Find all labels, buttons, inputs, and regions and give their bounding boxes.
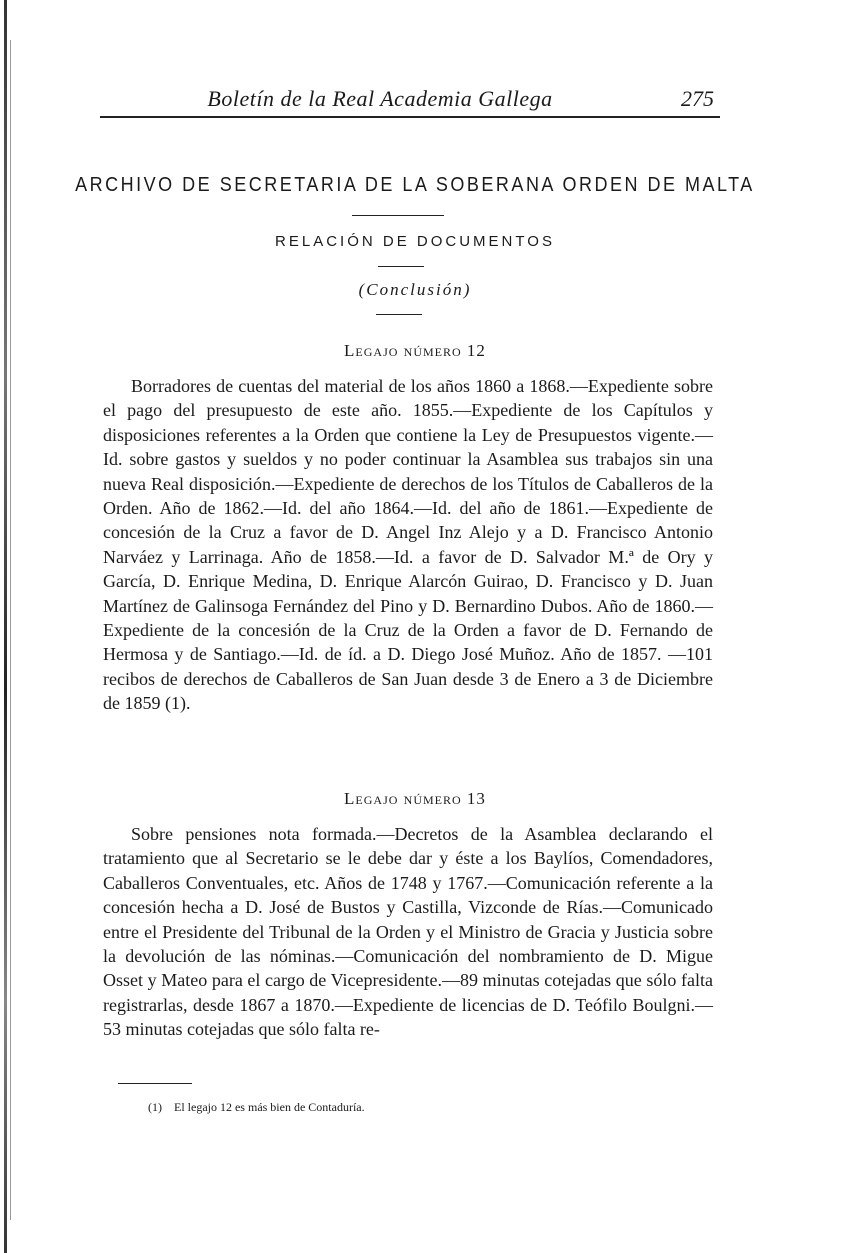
section-body-legajo-13: Sobre pensiones nota formada.—Decretos de la Asamblea declarando el tratamiento que al Secretario se le debe dar y éste a los Baylíos, Comendadores, Caballeros Conventuales, etc. Años de 1748 y 1767.—Comunicación referente a la concesión hecha a D. José de Bustos y Castilla, Vizconde de Rías.—Comunicado entre el Presidente del Tribunal de la Orden y el Ministro de Gracia y Justicia sobre la devolución de las nóminas.—Comunicación del nombramiento de D. Migue Osset y Mateo para el cargo de Vicepresidente.—89 minutas cotejadas que sólo falta registrarlas, desde 1867 a 1870.—Expediente de licencias de D. Teófilo Boulgni.—53 minutas cotejadas que sólo falta re- <box>103 824 713 1040</box>
title-divider <box>352 215 444 216</box>
page-title: ARCHIVO DE SECRETARIA DE LA SOBERANA ORDEN DE MALTA <box>75 172 755 196</box>
subtitle: RELACIÓN DE DOCUMENTOS <box>275 233 555 250</box>
section-heading-legajo-12: Legajo número 12 <box>344 341 486 360</box>
conclusion-note: (Conclusión) <box>358 280 472 299</box>
footnote-text: El legajo 12 es más bien de Contaduría. <box>174 1100 365 1114</box>
book-spine-line <box>10 40 11 1220</box>
section-heading-legajo-13: Legajo número 13 <box>344 789 486 808</box>
running-header <box>100 86 720 118</box>
footnote <box>148 1100 365 1115</box>
footnote-mark: (1) <box>148 1100 162 1114</box>
note-divider <box>376 314 422 315</box>
page-number: 275 <box>681 86 714 111</box>
subtitle-divider <box>378 266 424 267</box>
running-title: Boletín de la Real Academia Gallega <box>207 86 553 111</box>
footnote-divider <box>118 1083 192 1084</box>
section-body-legajo-12: Borradores de cuentas del material de los años 1860 a 1868.—Expediente sobre el pago del presupuesto de este año. 1855.—Expediente de los Capítulos y disposiciones referentes a la Orden que contiene la Ley de Presupuestos vigente.—Id. sobre gastos y sueldos y no poder continuar la Asamblea sus trabajos sin una nueva Real disposición.—Expediente de derechos de los Títulos de Caballeros de la Orden. Año de 1862.—Id. del año 1864.—Id. del año de 1861.—Expediente de concesión de la Cruz a favor de D. Angel Inz Alejo y a D. Francisco Antonio Narváez y Larrinaga. Año de 1858.—Id. a favor de D. Salvador M.ª de Ory y García, D. Enrique Medina, D. Enrique Alarcón Guirao, D. Francisco y D. Juan Martínez de Galinsoga Fernández del Pino y D. Bernardino Dubos. Año de 1860.—Expediente de la concesión de la Cruz de la Orden a favor de D. Fernando de Hermosa y de Santiago.—Id. de íd. a D. Diego José Muñoz. Año de 1857. —101 recibos de derechos de Caballeros de San Juan desde 3 de Enero a 3 de Diciembre de 1859 (1). <box>103 376 713 714</box>
book-spine-shadow <box>4 0 7 1253</box>
